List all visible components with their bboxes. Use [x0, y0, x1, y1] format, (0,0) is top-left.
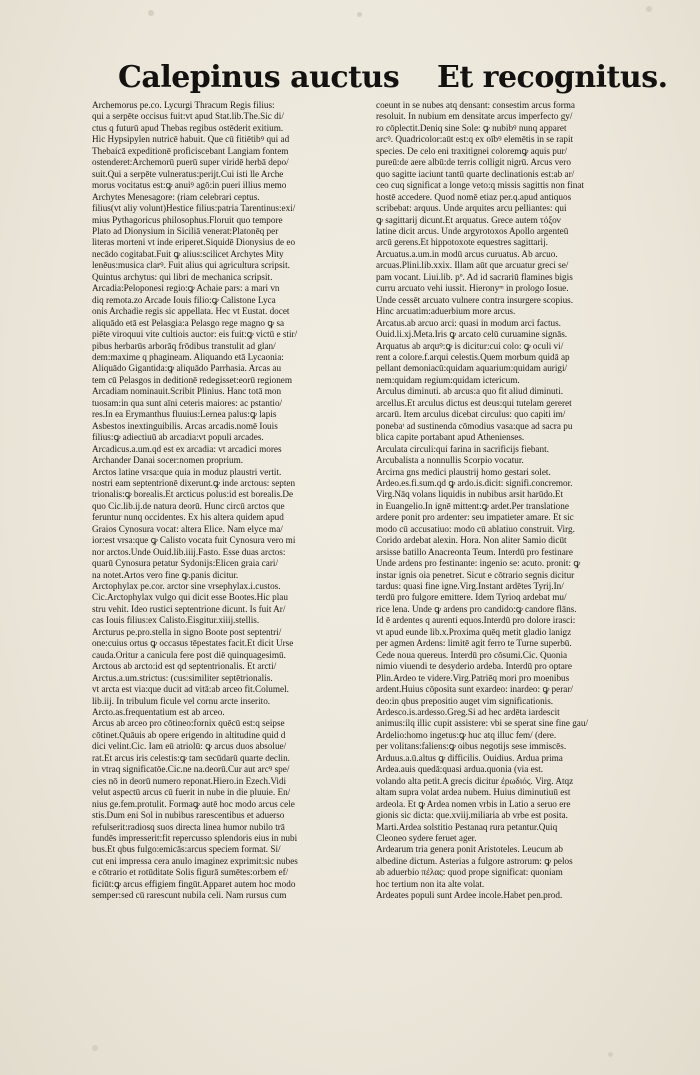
text-line: stis.Dum eni Sol in nubibus rarescentibus et aduerso	[92, 810, 285, 821]
text-line: Arctophylax pe.cor. arctor sine vrsephylax.i.custos.	[92, 581, 281, 592]
text-line: lenēus:musica clarꝰ. Fuit alius qui agricultura scripsit.	[92, 260, 290, 271]
text-line: Arculus diminuti. ab arcus:a quo fit aliud diminuti.	[376, 386, 564, 397]
text-line: Virg.Nāq volans liquidis in nubibus arsit harūdo.Et	[376, 489, 564, 500]
text-line: nimio viuendi te desyderio ardeba. Interdū pro optare	[376, 661, 572, 672]
text-line: curru arcuato vehi iussit. Hieronyᵐ in prologo Iosue.	[376, 283, 569, 294]
text-line: quarū Cynosura petatur Sydonijs:Elicen graia cari/	[92, 558, 278, 569]
text-line: hoc tertium non ita alte volat.	[376, 878, 485, 889]
text-line: Arcuatus.a.um.in modū arcus curuatus. Ab arcuo.	[376, 248, 558, 259]
text-line: Arcirna gns medici plaustrij homo gestari solet.	[376, 466, 551, 477]
text-line: tuosam:in qua sunt aīni ceteris maiores: ac pstantio/	[92, 397, 283, 408]
text-line: e cōtrario et rotūditate Solis figurā sumētes:orbem ef/	[92, 867, 289, 878]
text-line: modo cū accusatiuo: modo cū ablatiuo construit. Virg.	[376, 523, 575, 534]
text-line: per agmen Ardens: limitē agit ferro te Turne superbū.	[376, 638, 572, 649]
text-line: res.In ea Erymanthus fluuius:Lernea palus:ꝙ lapis	[92, 409, 277, 420]
text-line: volando alta petit.A grecis dicitur ἐρωδιός. Virg. Atqz	[376, 775, 574, 786]
text-line: instar ignis oia penetret. Sicut e cōtrario segnis dicitur	[376, 569, 575, 580]
text-line: Quintus archytus: qui libri de mechanica scripsit.	[92, 271, 273, 282]
text-line: gionis sic dicta: que.xviij.miliaria ab vrbe est posita.	[376, 810, 568, 821]
text-line: Ardea.auis quedā:quasi ardua.quonia (via est.	[376, 764, 544, 775]
text-line: Hinc arcuatim:aduerbium more arcus.	[376, 306, 516, 317]
text-line: ardeola. Et ꝙ Ardea nomen vrbis in Latio a seruo ere	[376, 798, 571, 809]
text-line: quo Cic.lib.ij.de natura deorū. Hunc circū arctos que	[92, 500, 285, 511]
text-line: cies nō in deorū numero reponat.Hiero.in Ezech.Vidi	[92, 775, 287, 786]
text-line: velut aspectū arcus cū fuerit in nube in die pluuie. En/	[92, 787, 291, 798]
text-line: cōtinet.Quāuis ab opere erigendo in altitudine quid d	[92, 729, 286, 740]
text-line: pureū:de aere albū:de terris colligit nigrū. Arcus vero	[376, 157, 571, 168]
text-line: hostē accedere. Quod nomē etiaz per.q.apud antiquos	[376, 191, 572, 202]
text-line: Arcubalista a nonnullis Scorpio vocatur.	[376, 455, 524, 466]
text-line: Arctus.a.um.strictus: (cus:similiter septētrionalis.	[92, 672, 273, 683]
text-line: Graios Cynosura vocat: altera Elice. Nam elyce ma/	[92, 523, 283, 534]
text-line: ro cōplectit.Deniq sine Sole: ꝙ nubibꝰ nunq apparet	[376, 122, 567, 133]
text-line: Arcadia:Peloponesi regio:ꝙ Achaie pars: a mari vn	[92, 283, 280, 294]
text-line: Arcto.as.frequentatium est ab arceo.	[92, 707, 225, 718]
text-line: ficiūt:ꝙ arcus effigiem fingūt.Apparet autem hoc modo	[92, 878, 296, 889]
text-line: suit.Qui a serpēte vulneratus:perijt.Cui isti lle Arche	[92, 168, 284, 179]
text-line: refulserit:radiosq suos directa linea humor nubilo trā	[92, 821, 285, 832]
text-line: diq remota.zo Arcade Iouis filio:ꝙ Calistone Lyca	[92, 294, 276, 305]
text-line: animus:ilq illic cupit assistere: vbi se sperat sine fine gau/	[376, 718, 589, 729]
text-line: rent a colore.f.arqui celestis.Quem morbum quidā ap	[376, 351, 570, 362]
text-line: vt arcta est via:que ducit ad vitā:ab arceo fit.Columel.	[92, 684, 289, 695]
text-line: Arculata circuli:qui farina in sacrificijs fiebant.	[376, 443, 549, 454]
text-line: dici velint.Cic. Iam eū atriolū: ꝙ arcus duos absolue/	[92, 741, 287, 752]
text-line: quo sagitte iaciunt tantū quarte declinationis est:ab ar/	[376, 168, 575, 179]
text-line: Id ē ardentes q aurenti equos.Interdū pro dolore irasci:	[376, 615, 576, 626]
text-line: altam supra volat ardea nubem. Huius diminutiuū est	[376, 787, 571, 798]
text-line: Unde ardens pro festinante: ingenio se: acuto. pronit: ꝙ	[376, 558, 581, 569]
text-line: arcarū. Item arculus dicebat circulus: quo capiti im/	[376, 409, 566, 420]
text-line: Arcadiam nominauit.Scribit Plinius. Hanc totā mon	[92, 386, 282, 397]
text-line: ponebaᵗ ad sustinenda cōmodius vasa:que ad sacra pu	[376, 420, 573, 431]
text-line: arcꝰ. Quadricolor:aūt est:q ex oībꝰ elemētis in se rapit	[376, 134, 574, 145]
text-line: morus vocitatus est:ꝙ anuiꝰ agō:in pueri illius memo	[92, 180, 287, 191]
text-line: nor arctos.Unde Ouid.lib.iiij.Fasto. Esse duas arctos:	[92, 546, 286, 557]
text-line: Ardeates populi sunt Ardee incole.Habet pen.prod.	[376, 890, 563, 901]
text-line: cut eni impressa cera anulo imaginez exprimit:sic nubes	[92, 855, 298, 866]
text-line: Cede noua quereus. Interdū pro cōsumi.Cic. Quonia	[376, 649, 568, 660]
text-line: one:cuius ortus ꝙ occasus tēpestates facit.Et dicit Urse	[92, 638, 294, 649]
text-line: nostri eam septentrionē dixerunt.ꝙ inde arctous: septen	[92, 477, 296, 488]
text-line: arcū gerens.Et hippotoxote equestres sagittarij.	[376, 237, 548, 248]
text-line: Plato ad Dionysium in Siciliā venerat:Platonēq per	[92, 225, 279, 236]
text-line: in Euangelio.In ignē mittent:ꝙ ardet.Per translatione	[376, 500, 569, 511]
text-line: fundēs impresserit:fit repercusso splendoris eius in nubi	[92, 833, 298, 843]
text-line: Ardesco.is.ardesso.Greg.Si ad hec ardēta iardescit	[376, 707, 560, 718]
text-line: Archemorus pe.co. Lycurgi Thracum Regis filius:	[92, 100, 275, 110]
text-line: Ardeo.es.fi.sum.qd ꝙ ardo.is.dicit: signifi.concremor.	[376, 477, 573, 488]
text-line: pibus herbarūs arborāq frōdibus transtulit ad glan/	[92, 340, 276, 351]
running-head-left: Calepinus auctus	[118, 60, 400, 95]
text-line: albedine dictum. Asterias a fulgore astrorum: ꝙ pelos	[376, 855, 573, 866]
text-line: pellant demoniacū:quidam aquarium:quidam aurigi/	[376, 363, 568, 374]
left-column	[92, 100, 372, 902]
text-line: Arcatus.ab arcuo arci: quasi in modum arci factus.	[376, 317, 561, 328]
text-line: lib.iij. In tribulum ficule vel cornu arcte inserito.	[92, 695, 271, 706]
text-line: scribebat: arquus. Unde arquites arcu pelliantes: qui	[376, 203, 567, 214]
text-line: dem:maxime q phagineam. Aliquando etā Lycaonia:	[92, 351, 284, 362]
text-line: terdū pro fulgore emittere. Idem Tyrioq ardebat mu/	[376, 592, 567, 603]
text-line: onis Archadie regis sic appellata. Hec vt Eustat. docet	[92, 306, 290, 317]
text-line: latine dicit arcus. Unde argyrotoxos Apollo argenteū	[376, 225, 569, 236]
text-line: ctus q futurū apud Thebas regibus ostēderit exitium.	[92, 122, 284, 133]
text-line: Hic Hypsipylen nutricē habuit. Que cū fitiētibꝰ qui ad	[92, 134, 290, 145]
text-line: Arquatus ab arquꝰ:ꝙ is dicitur:cui colo: ꝙ oculi vi/	[376, 340, 564, 351]
text-line: arcellus.Et arculus dictus est deus:qui tutelam gereret	[376, 397, 572, 408]
text-line: arcuas.Plini.lib.xxix. Illam aūt que arcuatur greci se/	[376, 260, 569, 271]
text-line: blica capite portabant apud Athenienses.	[376, 432, 525, 443]
text-line: resoluit. In nubium em densitate arcus imperfecto gy/	[376, 111, 573, 122]
text-line: Marti.Ardea solstitio Pestanaq rura petantur.Quiq	[376, 821, 558, 832]
text-line: species. De celo eni traxitignei coloremꝙ aquis pur/	[376, 145, 568, 156]
text-line: ardere ponit pro ardenter: seu impatieter amare. Et sic	[376, 512, 574, 523]
text-line: nem:quidam regium:quidam ictericum.	[376, 374, 520, 385]
running-head-right: Et recognitus.	[437, 60, 668, 95]
text-line: deo:in qbus prepositio auget vim significationis.	[376, 695, 554, 706]
text-line: feruntur nunq occidentes. Ex his altera quidem apud	[92, 512, 284, 523]
text-line: literas morteni vt inde eriperet.Siquidē Dionysius de eo	[92, 237, 296, 248]
text-line: ostenderet:Archemorū puerū super viridē herbā depo/	[92, 157, 289, 168]
text-line: Cic.Arctophylax vulgo qui dicit esse Bootes.Hic plau	[92, 592, 288, 603]
text-line: cas Iouis filius:ex Calisto.Eisgitur.xiiij.stellis.	[92, 615, 260, 626]
text-line: ꝙ sagittarij dicunt.Et arquatus. Grece autem τόξον	[376, 214, 561, 225]
text-line: Thebaicā expeditionē proficiscebant Langiam fontem	[92, 145, 289, 156]
text-line: piēte viroquui vite cultiois auctor: eis fuit:ꝙ victū e stir/	[92, 329, 298, 340]
text-line: per volitans:faliens:ꝙ oibus negotijs sese immiscēs.	[376, 741, 567, 752]
text-line: filius(vt aliy volunt)Hestice filius:patria Tarentinus:exi/	[92, 203, 296, 214]
text-line: Archytes Menesagore: (riam celebrari ceptus.	[92, 191, 260, 202]
text-line: arsisse batillo Anacreonta Teum. Interdū pro festinare	[376, 546, 573, 557]
text-line: Cleoneo sydere feruet ager.	[376, 833, 477, 843]
text-line: pam vocant. Liui.lib. pº. Ad id sacrariū flamines bigis	[376, 271, 573, 282]
text-line: nius ge.fem.protulit. Formaꝙ autē hoc modo arcus cele	[92, 798, 295, 809]
text-line: necādo cogitabat.Fuit ꝙ alius:scilicet Archytes Mity	[92, 248, 284, 259]
text-line: Arctous ab arcto:id est qd septentrionalis. Et arcti/	[92, 661, 277, 672]
text-line: tardus: quasi fine igne.Virg.Instant ardētes Tyrij.In/	[376, 581, 564, 592]
text-line: in vtraq significatōe.Cic.ne na.deorū.Cur aut arcꝰ spe/	[92, 764, 290, 775]
text-line: coeunt in se nubes atq densant: consestim arcus forma	[376, 100, 576, 110]
text-line: ceo cuq significat a longe veto:q missis sagittis non finat	[376, 180, 584, 191]
text-line: tem cū Pelasgos in deditionē redegisset:eorū regionem	[92, 374, 293, 385]
text-line: Arcturus pe.pro.stella in signo Boote post septentri/	[92, 626, 282, 637]
text-line: Unde cessēt arcuato vulnere contra insurgere scopius.	[376, 294, 574, 305]
text-line: vt apud eunde lib.x.Proxima quēq metit gladio lanigz	[376, 626, 572, 637]
text-line: stru vehit. Ideo rustici septentrione dicunt. Is fuit Ar/	[92, 603, 286, 614]
text-line: na notet.Artos vero fine ꝙ.panis dicitur.	[92, 569, 239, 580]
text-line: ab aduerbio πέλας: quod prope significat: quoniam	[376, 867, 563, 878]
text-line: semper:sed cū rarescunt nubila celi. Nam rursus cum	[92, 890, 287, 901]
text-line: Archander Danai socer:nomen proprium.	[92, 455, 244, 466]
text-line: ior:est vrsa:que ꝙ Calisto vocata fuit Cynosura vero mi	[92, 535, 296, 546]
text-line: Plin.Ardeo te videre.Virg.Patriēq mori pro moenibus	[376, 672, 570, 683]
text-line: Ouid.li.xj.Meta.Iris ꝙ arcato celū curuamine signās.	[376, 329, 568, 340]
right-column	[376, 100, 654, 902]
text-line: rat.Et arcus iris celestis:ꝙ tam secūdarū quarte declin.	[92, 752, 290, 763]
text-line: trionalis:ꝙ borealis.Et arcticus polus:id est borealis.De	[92, 489, 294, 500]
text-line: Arcadicus.a.um.qd est ex arcadia: vt arcadici mores	[92, 443, 282, 454]
text-line: cauda.Oritur a canicula fere post diē quinquagesimū.	[92, 649, 286, 660]
text-line: Ardelio:homo ingetus:ꝙ huc atq illuc fem/ (dere.	[376, 729, 557, 740]
text-line: filius:ꝙ adiectiuū ab arcadia:vt populi arcades.	[92, 432, 264, 443]
text-line: Corido ardebat alexin. Hora. Non aliter Samio dicūt	[376, 535, 567, 546]
text-line: Arctos latine vrsa:que quia in moduz plaustri vertit.	[92, 466, 282, 477]
text-line: bus.Et qbus fulgo:emicās:arcus speciem format. Si/	[92, 844, 281, 855]
text-line: Aliquādo Gigantida:ꝙ aliquādo Parrhasia. Arcas au	[92, 363, 282, 374]
text-line: Asbestos inextinguibilis. Arcas arcadis.nomē Iouis	[92, 420, 278, 431]
text-line: aliquādo etā est Pelasgia:a Pelasgo rege magno ꝙ sa	[92, 317, 285, 328]
text-line: Ardearum tria genera ponit Aristoteles. Leucum ab	[376, 844, 564, 855]
text-line: Arduus.a.ū.altus ꝙ difficilis. Ouidius. Ardua prima	[376, 752, 563, 763]
text-line: rice lena. Unde ꝙ ardens pro candido:ꝙ candore flāns.	[376, 603, 577, 614]
text-line: ardent.Huius cōposita sunt exardeo: inardeo: ꝙ perar/	[376, 684, 573, 695]
text-line: Arcus ab arceo pro cōtineo:fornix quēcū est:q seipse	[92, 718, 285, 729]
text-line: mius Pythagoricus philosophus.Floruit quo tempore	[92, 214, 283, 225]
text-line: qui a serpēte occisus fuit:vt apud Stat.lib.The.Sic di/	[92, 111, 284, 122]
